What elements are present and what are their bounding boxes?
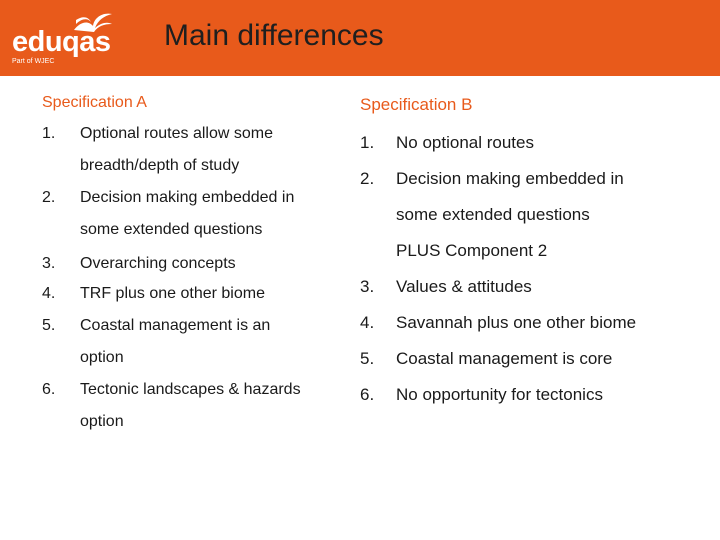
- spec-a-item-6-number: 6.: [42, 381, 56, 398]
- spec-b-item-2-line-2: some extended questions: [396, 205, 590, 224]
- spec-b-item-4-number: 4.: [360, 313, 375, 332]
- logo-tagline: Part of WJEC: [12, 58, 55, 65]
- spec-a-heading: Specification A: [42, 94, 147, 111]
- spec-b-item-3-line-1: Values & attitudes: [396, 277, 532, 296]
- spec-a-item-1-line-1: Optional routes allow some: [80, 125, 273, 142]
- spec-a-item-5-line-2: option: [80, 349, 124, 366]
- spec-b-item-6-line-1: No opportunity for tectonics: [396, 385, 603, 404]
- spec-b-item-4-line-1: Savannah plus one other biome: [396, 313, 637, 332]
- spec-b-item-5-line-1: Coastal management is core: [396, 349, 613, 368]
- spec-a-item-3-number: 3.: [42, 255, 56, 272]
- spec-b-item-6-number: 6.: [360, 385, 375, 404]
- spec-a-item-1-number: 1.: [42, 125, 56, 142]
- logo-wordmark: eduqas: [12, 26, 111, 58]
- spec-b-item-3-number: 3.: [360, 277, 375, 296]
- spec-a-item-6-line-2: option: [80, 413, 124, 430]
- spec-a-item-3-line-1: Overarching concepts: [80, 255, 236, 272]
- header-bar: [0, 0, 720, 76]
- spec-a-item-1-line-2: breadth/depth of study: [80, 157, 240, 174]
- spec-b-item-2-line-1: Decision making embedded in: [396, 169, 624, 188]
- spec-b-item-1-number: 1.: [360, 133, 375, 152]
- spec-b-item-5-number: 5.: [360, 349, 375, 368]
- spec-a-item-2-line-1: Decision making embedded in: [80, 189, 295, 206]
- spec-a-item-4-number: 4.: [42, 285, 56, 302]
- spec-b-item-1-line-1: No optional routes: [396, 133, 534, 152]
- spec-a-item-2-number: 2.: [42, 189, 56, 206]
- spec-b-item-2-number: 2.: [360, 169, 375, 188]
- spec-a-item-6-line-1: Tectonic landscapes & hazards: [80, 381, 301, 398]
- page-title: Main differences: [164, 19, 384, 52]
- spec-a-item-4-line-1: TRF plus one other biome: [80, 285, 265, 302]
- spec-a-item-2-line-2: some extended questions: [80, 221, 263, 238]
- spec-b-heading: Specification B: [360, 95, 473, 114]
- spec-a-item-5-line-1: Coastal management is an: [80, 317, 271, 334]
- spec-b-item-2-line-3: PLUS Component 2: [396, 241, 548, 260]
- spec-a-item-5-number: 5.: [42, 317, 56, 334]
- eduqas-logo: [10, 8, 120, 70]
